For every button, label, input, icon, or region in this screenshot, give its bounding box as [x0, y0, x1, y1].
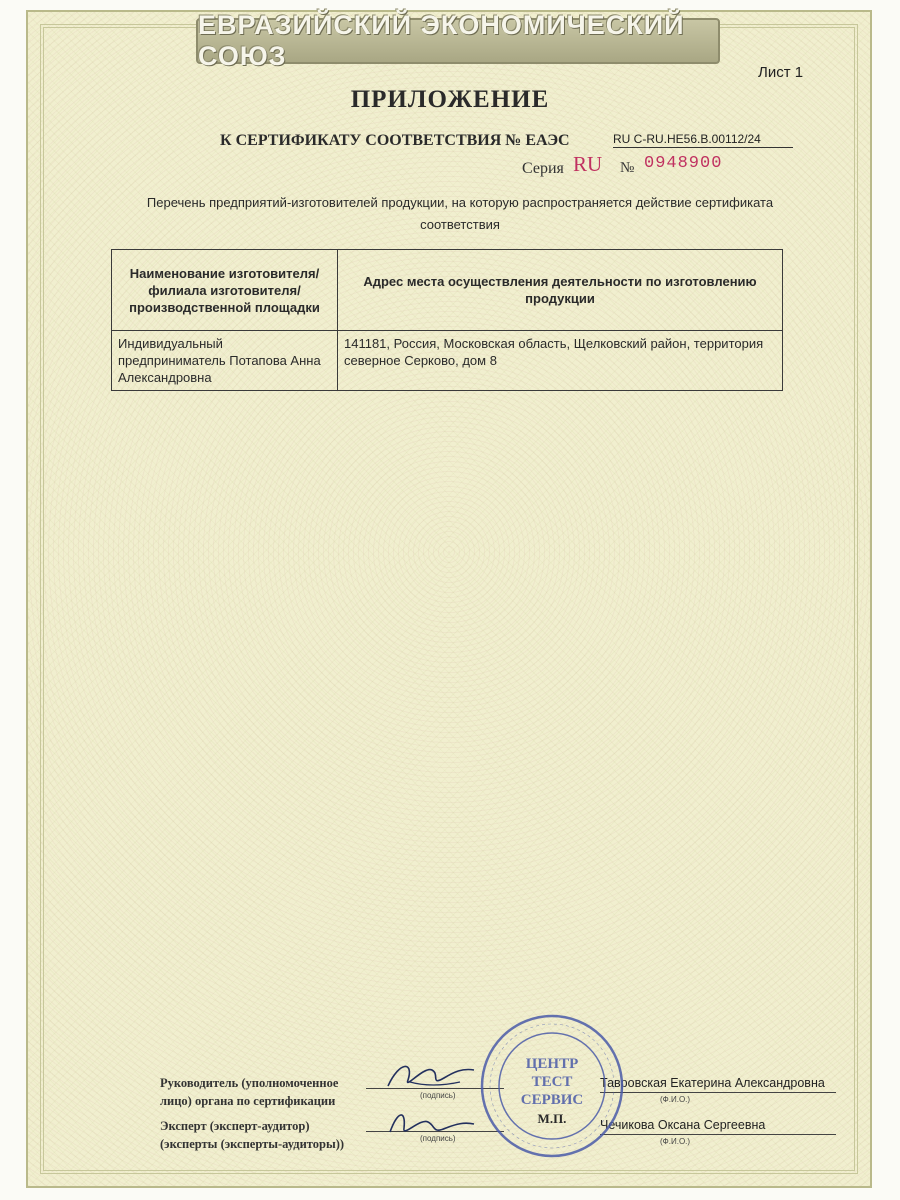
- form-number: 0948900: [644, 154, 723, 173]
- expert-label-line2: (эксперты (эксперты-аудиторы)): [160, 1137, 345, 1151]
- header-manufacturer-name: Наименование изготовителя/филиала изготовителя/производственной площадки: [112, 250, 338, 331]
- expert-name: Чечикова Оксана Сергеевна: [600, 1118, 766, 1132]
- sheet-number: Лист 1: [758, 64, 804, 81]
- expert-name-line: [600, 1134, 836, 1135]
- expert-label-line1: Эксперт (эксперт-аудитор): [160, 1119, 310, 1133]
- table-row: [112, 331, 783, 391]
- stamp-word-3: СЕРВИС: [520, 1092, 584, 1108]
- series-label: Серия: [522, 160, 564, 177]
- number-label: №: [620, 160, 635, 176]
- series-value: RU: [573, 152, 603, 176]
- union-banner-text: ЕВРАЗИЙСКИЙ ЭКОНОМИЧЕСКИЙ СОЮЗ: [198, 10, 685, 71]
- intro-text: Перечень предприятий-изготовителей продукции, на которую распространяется действие сертификата соответствия: [146, 195, 774, 232]
- stamp-mp: М.П.: [537, 1111, 567, 1126]
- header-address: Адрес места осуществления деятельности по изготовлению продукции: [338, 250, 783, 331]
- certificate-number: RU C-RU.НЕ56.В.00112/24: [613, 132, 793, 148]
- stamp-word-1: ЦЕНТР: [525, 1056, 579, 1072]
- table-header-row: [112, 250, 783, 331]
- certificate-sheet: [26, 10, 872, 1188]
- head-label: [160, 1074, 338, 1110]
- head-name-hint: (Ф.И.О.): [660, 1095, 691, 1104]
- expert-signature-hint: (подпись): [420, 1134, 456, 1143]
- expert-name-hint: (Ф.И.О.): [660, 1137, 691, 1146]
- head-signature: [380, 1056, 480, 1096]
- head-label-line1: Руководитель (уполномоченное: [160, 1076, 339, 1090]
- head-name-line: [600, 1092, 836, 1093]
- head-label-line2: лицо) органа по сертификации: [160, 1094, 336, 1108]
- manufacturer-address-cell: 141181, Россия, Московская область, Щелковский район, территория северное Серково, дом 8: [338, 331, 783, 391]
- expert-label: [160, 1117, 344, 1153]
- certification-stamp: [478, 1012, 626, 1160]
- manufacturers-table: [111, 249, 783, 391]
- manufacturer-name-cell: Индивидуальный предприниматель Потапова Анна Александровна: [112, 331, 338, 391]
- expert-signature: [380, 1104, 480, 1144]
- union-banner: [196, 10, 720, 71]
- certificate-prefix: К СЕРТИФИКАТУ СООТВЕТСТВИЯ № ЕАЭС: [220, 132, 570, 149]
- head-name: Тавровская Екатерина Александровна: [600, 1076, 825, 1090]
- head-signature-hint: (подпись): [420, 1091, 456, 1100]
- stamp-word-2: ТЕСТ: [531, 1074, 573, 1090]
- page-title: ПРИЛОЖЕНИЕ: [350, 86, 550, 113]
